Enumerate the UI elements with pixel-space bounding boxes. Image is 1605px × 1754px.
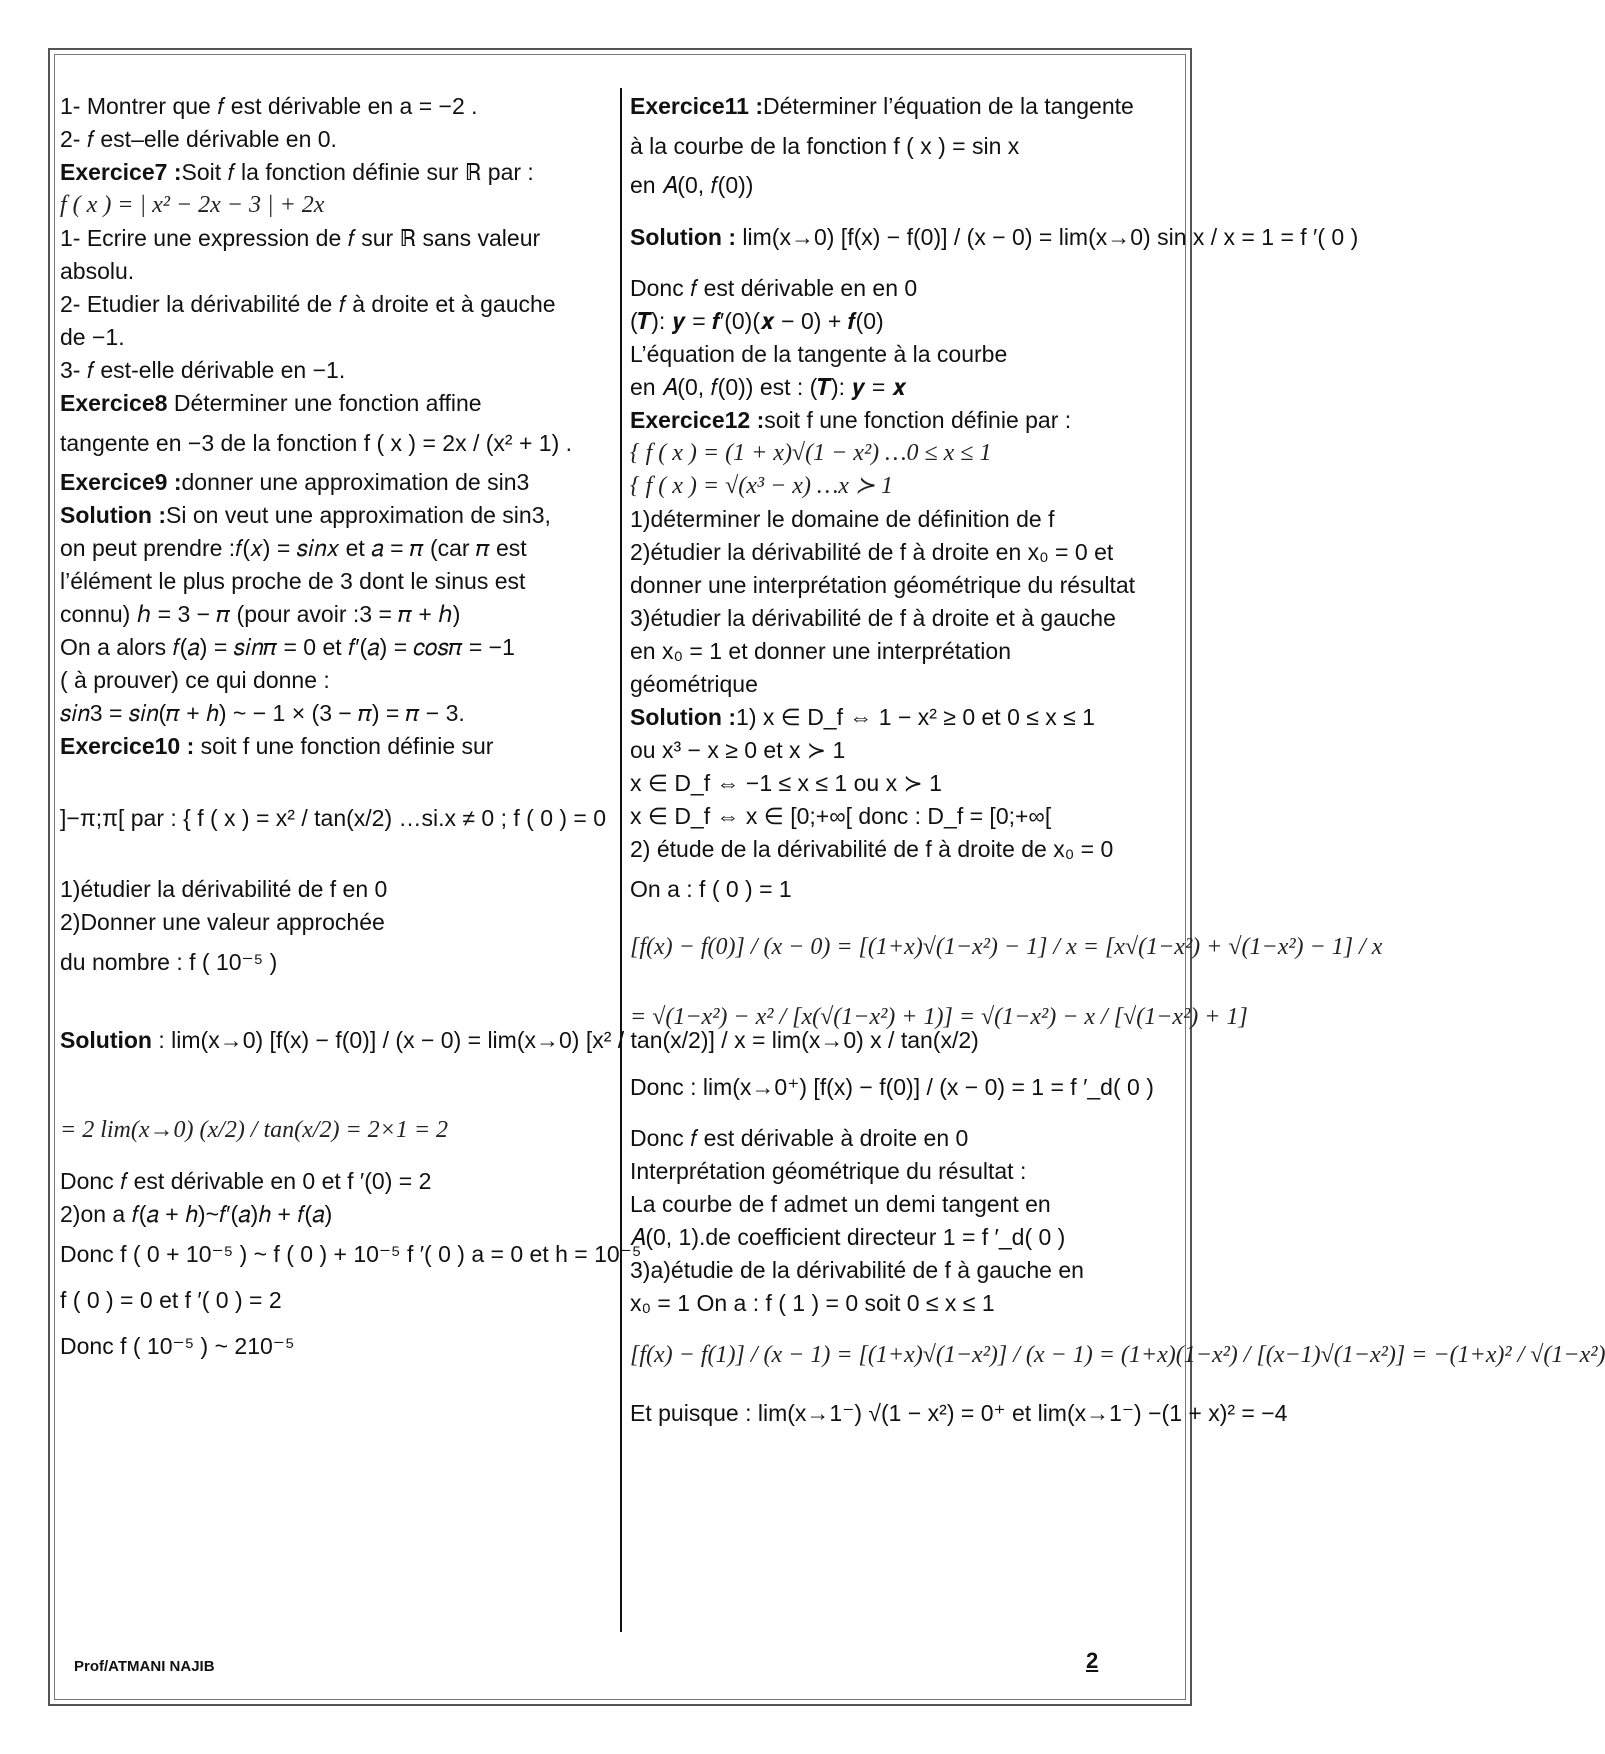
right-line — [630, 1122, 1180, 1155]
line-text: x ∈ D_f ⇔ x ∈ [0;+∞[ donc : D_f = [0;+∞[ — [630, 803, 1052, 829]
right-line — [630, 272, 1180, 305]
left-line — [60, 222, 610, 255]
line-text: 3)étudier la dérivabilité de f à droite et à gauche — [630, 605, 1116, 631]
line-text: soit f une fonction définie sur — [194, 733, 494, 759]
line-text: connu) ℎ = 3 − 𝜋 (pour avoir :3 = 𝜋 + ℎ) — [60, 601, 461, 627]
right-line — [630, 536, 1180, 569]
right-line — [630, 1155, 1180, 1188]
line-text: 𝑠𝑖𝑛3 = 𝑠𝑖𝑛(𝜋 + ℎ) ~ − 1 × (3 − 𝜋) = 𝜋 − 3. — [60, 700, 465, 726]
line-text: Si on veut une approximation de sin3, — [166, 502, 551, 528]
line-text: 2)Donner une valeur approchée — [60, 909, 385, 935]
left-line — [60, 1165, 610, 1198]
line-text: lim(x→0) [f(x) − f(0)] / (x − 0) = lim(x→0) sin x / x = 1 = f ′( 0 ) — [736, 224, 1359, 250]
line-text: 2)étudier la dérivabilité de f à droite en x₀ = 0 et — [630, 539, 1114, 565]
line-text: L’équation de la tangente à la courbe — [630, 341, 1008, 367]
line-text: Donc 𝑓 est dérivable en en 0 — [630, 275, 918, 301]
line-text: en 𝐴(0, 𝑓(0)) est : (𝑻): 𝒚 = 𝒙 — [630, 374, 907, 400]
line-text: en x₀ = 1 et donner une interprétation — [630, 638, 1012, 664]
left-line — [60, 420, 610, 466]
line-text: de −1. — [60, 324, 125, 350]
line-text: 2- 𝑓 est–elle dérivable en 0. — [60, 126, 337, 152]
line-text: 1)étudier la dérivabilité de f en 0 — [60, 876, 388, 902]
right-line — [630, 668, 1180, 701]
exercise-heading: Exercice12 : — [630, 407, 765, 433]
line-text: ou x³ − x ≥ 0 et x ≻ 1 — [630, 737, 846, 763]
math-formula: = 2 lim(x→0) (x/2) / tan(x/2) = 2×1 = 2 — [60, 1117, 449, 1143]
line-text: on peut prendre :𝑓(𝑥) = 𝑠𝑖𝑛𝑥 et 𝑎 = 𝜋 (car 𝜋 est — [60, 535, 527, 561]
line-text: 1)déterminer le domaine de définition de f — [630, 506, 1055, 532]
math-formula: { f ( x ) = (1 + x)√(1 − x²) …0 ≤ x ≤ 1 — [630, 440, 992, 466]
right-line — [630, 1390, 1288, 1436]
left-line — [60, 906, 610, 939]
right-line — [630, 800, 1180, 833]
left-line — [60, 532, 610, 565]
left-line — [60, 763, 610, 873]
line-text: 2)on a 𝑓(𝑎 + ℎ)~𝑓′(𝑎)ℎ + 𝑓(𝑎) — [60, 1201, 333, 1227]
line-text: donner une interprétation géométrique du résultat — [630, 572, 1136, 598]
math-formula: [f(x) − f(0)] / (x − 0) = [(1+x)√(1−x²) − 1] / x = [x√(1−x²) + √(1−x²) − 1] / x — [630, 934, 1383, 960]
right-line — [630, 569, 1180, 602]
right-line — [630, 866, 1180, 912]
left-line — [60, 354, 610, 387]
line-text: ]−π;π[ par : { f ( x ) = x² / tan(x/2) …si.x ≠ 0 ; f ( 0 ) = 0 — [60, 805, 607, 831]
left-line — [60, 565, 610, 598]
line-text: 2) étude de la dérivabilité de f à droite de x₀ = 0 — [630, 836, 1114, 862]
exercise-heading: Exercice8 — [60, 390, 168, 416]
line-text: 3- 𝑓 est-elle dérivable en −1. — [60, 357, 346, 383]
line-text: Déterminer l’équation de la tangente — [763, 93, 1134, 119]
left-line — [60, 1095, 610, 1165]
right-line — [630, 1221, 1180, 1254]
line-text: Donc 𝑓 est dérivable à droite en 0 — [630, 1125, 969, 1151]
line-text: du nombre : f ( 10⁻⁵ ) — [60, 949, 278, 975]
line-text: tangente en −3 de la fonction f ( x ) = 2x / (x² + 1) . — [60, 430, 573, 456]
left-line — [60, 939, 610, 985]
line-text: Déterminer une fonction affine — [167, 390, 482, 416]
exercise-heading: Solution : — [60, 502, 167, 528]
right-line — [630, 767, 1180, 800]
line-text: f ( 0 ) = 0 et f ′( 0 ) = 2 — [60, 1287, 282, 1313]
line-text: x ∈ D_f ⇔ −1 ≤ x ≤ 1 ou x ≻ 1 — [630, 770, 942, 796]
line-text: x₀ = 1 On a : f ( 1 ) = 0 soit 0 ≤ x ≤ 1 — [630, 1290, 995, 1316]
line-text: 1- Ecrire une expression de 𝑓 sur ℝ sans valeur — [60, 225, 541, 251]
right-line — [630, 503, 1180, 536]
exercise-heading: Exercice10 : — [60, 733, 195, 759]
line-text: 1- Montrer que 𝑓 est dérivable en a = −2 . — [60, 93, 478, 119]
left-line — [60, 1231, 642, 1277]
right-line — [630, 437, 1180, 470]
exercise-heading: Exercice11 : — [630, 93, 764, 119]
left-line — [60, 1277, 610, 1323]
right-line — [630, 1287, 1180, 1320]
exercise-heading: Solution : — [630, 704, 737, 730]
line-text: On a alors 𝑓(𝑎) = 𝑠𝑖𝑛𝜋 = 0 et 𝑓′(𝑎) = 𝑐𝑜𝑠𝜋 = −1 — [60, 634, 515, 660]
math-formula: [f(x) − f(1)] / (x − 1) = [(1+x)√(1−x²)] / (x − 1) = (1+x)(1−x²) / [(x−1)√(1−x²)] = −(1+x)² / √(1−x²) — [630, 1342, 1605, 1368]
math-formula: f ( x ) = | x² − 2x − 3 | + 2x — [60, 192, 325, 218]
line-text: géométrique — [630, 671, 758, 697]
line-text: ( à prouver) ce qui donne : — [60, 667, 330, 693]
right-line — [630, 169, 1180, 202]
left-line — [60, 288, 610, 321]
line-text: 3)a)étudie de la dérivabilité de f à gauche en — [630, 1257, 1084, 1283]
left-line — [60, 664, 610, 697]
right-line — [630, 734, 1180, 767]
math-formula: { f ( x ) = √(x³ − x) …x ≻ 1 — [630, 473, 894, 499]
right-line — [630, 338, 1180, 371]
right-line — [630, 912, 1383, 982]
right-column — [630, 90, 1605, 1436]
right-line — [630, 1188, 1180, 1221]
exercise-heading: Exercice9 : — [60, 469, 182, 495]
column-divider — [620, 88, 622, 1632]
line-text: Donc 𝑓 est dérivable en 0 et f ′(0) = 2 — [60, 1168, 432, 1194]
right-line — [630, 982, 1248, 1052]
left-line — [60, 255, 610, 288]
left-line — [60, 90, 610, 123]
footer-author: Prof/ATMANI NAJIB — [74, 1658, 215, 1675]
right-line — [630, 1254, 1180, 1287]
right-line — [630, 1320, 1605, 1390]
left-line — [60, 1198, 610, 1231]
exercise-heading: Solution — [60, 1027, 152, 1053]
line-text: (𝑻): 𝒚 = 𝒇′(0)(𝒙 − 0) + 𝒇(0) — [630, 308, 884, 334]
right-line — [630, 1052, 1180, 1122]
line-text: : lim(x→0) [f(x) − f(0)] / (x − 0) = lim(x→0) [x² / tan(x/2)] / x = lim(x→0) x / tan(x/2) — [151, 1027, 979, 1053]
line-text: 1) x ∈ D_f ⇔ 1 − x² ≥ 0 et 0 ≤ x ≤ 1 — [736, 704, 1095, 730]
line-text: absolu. — [60, 258, 135, 284]
right-line — [630, 833, 1180, 866]
right-line — [630, 202, 1359, 272]
right-line — [630, 470, 1180, 503]
line-text: l’élément le plus proche de 3 dont le sinus est — [60, 568, 526, 594]
left-line — [60, 631, 610, 664]
right-line — [630, 602, 1180, 635]
left-line — [60, 123, 610, 156]
right-line — [630, 635, 1180, 668]
line-text: La courbe de f admet un demi tangent en — [630, 1191, 1051, 1217]
left-line — [60, 499, 610, 532]
left-line — [60, 321, 610, 354]
left-line — [60, 697, 610, 730]
line-text: Interprétation géométrique du résultat : — [630, 1158, 1027, 1184]
line-text: Donc f ( 0 + 10⁻⁵ ) ~ f ( 0 ) + 10⁻⁵ f ′( 0 ) a = 0 et h = 10⁻⁵ — [60, 1241, 642, 1267]
line-text: donner une approximation de sin3 — [181, 469, 530, 495]
line-text: soit f une fonction définie par : — [764, 407, 1072, 433]
line-text: Soit 𝑓 la fonction définie sur ℝ par : — [181, 159, 534, 185]
line-text: à la courbe de la fonction f ( x ) = sin x — [630, 133, 1020, 159]
right-line — [630, 404, 1180, 437]
line-text: 𝐴(0, 1).de coefficient directeur 1 = f ′_d( 0 ) — [630, 1224, 1066, 1250]
line-text: Et puisque : lim(x→1⁻) √(1 − x²) = 0⁺ et lim(x→1⁻) −(1 + x)² = −4 — [630, 1400, 1288, 1426]
left-line — [60, 1323, 610, 1369]
exercise-heading: Exercice7 : — [60, 159, 182, 185]
right-line — [630, 305, 1180, 338]
left-line — [60, 189, 610, 222]
right-line — [630, 371, 1180, 404]
page-number: 2 — [1086, 1648, 1099, 1673]
left-line — [60, 730, 610, 763]
line-text: 2- Etudier la dérivabilité de 𝑓 à droite et à gauche — [60, 291, 556, 317]
left-line — [60, 387, 610, 420]
right-line — [630, 701, 1180, 734]
math-formula: = √(1−x²) − x² / [x(√(1−x²) + 1)] = √(1−x²) − x / [√(1−x²) + 1] — [630, 1004, 1248, 1030]
left-line — [60, 466, 610, 499]
left-line — [60, 598, 610, 631]
left-line — [60, 156, 610, 189]
left-line — [60, 873, 610, 906]
line-text: Donc : lim(x→0⁺) [f(x) − f(0)] / (x − 0) = 1 = f ′_d( 0 ) — [630, 1074, 1154, 1100]
right-line — [630, 90, 1180, 123]
line-text: On a : f ( 0 ) = 1 — [630, 876, 792, 902]
right-line — [630, 123, 1180, 169]
line-text: en 𝐴(0, 𝑓(0)) — [630, 172, 754, 198]
exercise-heading: Solution : — [630, 224, 737, 250]
line-text: Donc f ( 10⁻⁵ ) ~ 210⁻⁵ — [60, 1333, 295, 1359]
